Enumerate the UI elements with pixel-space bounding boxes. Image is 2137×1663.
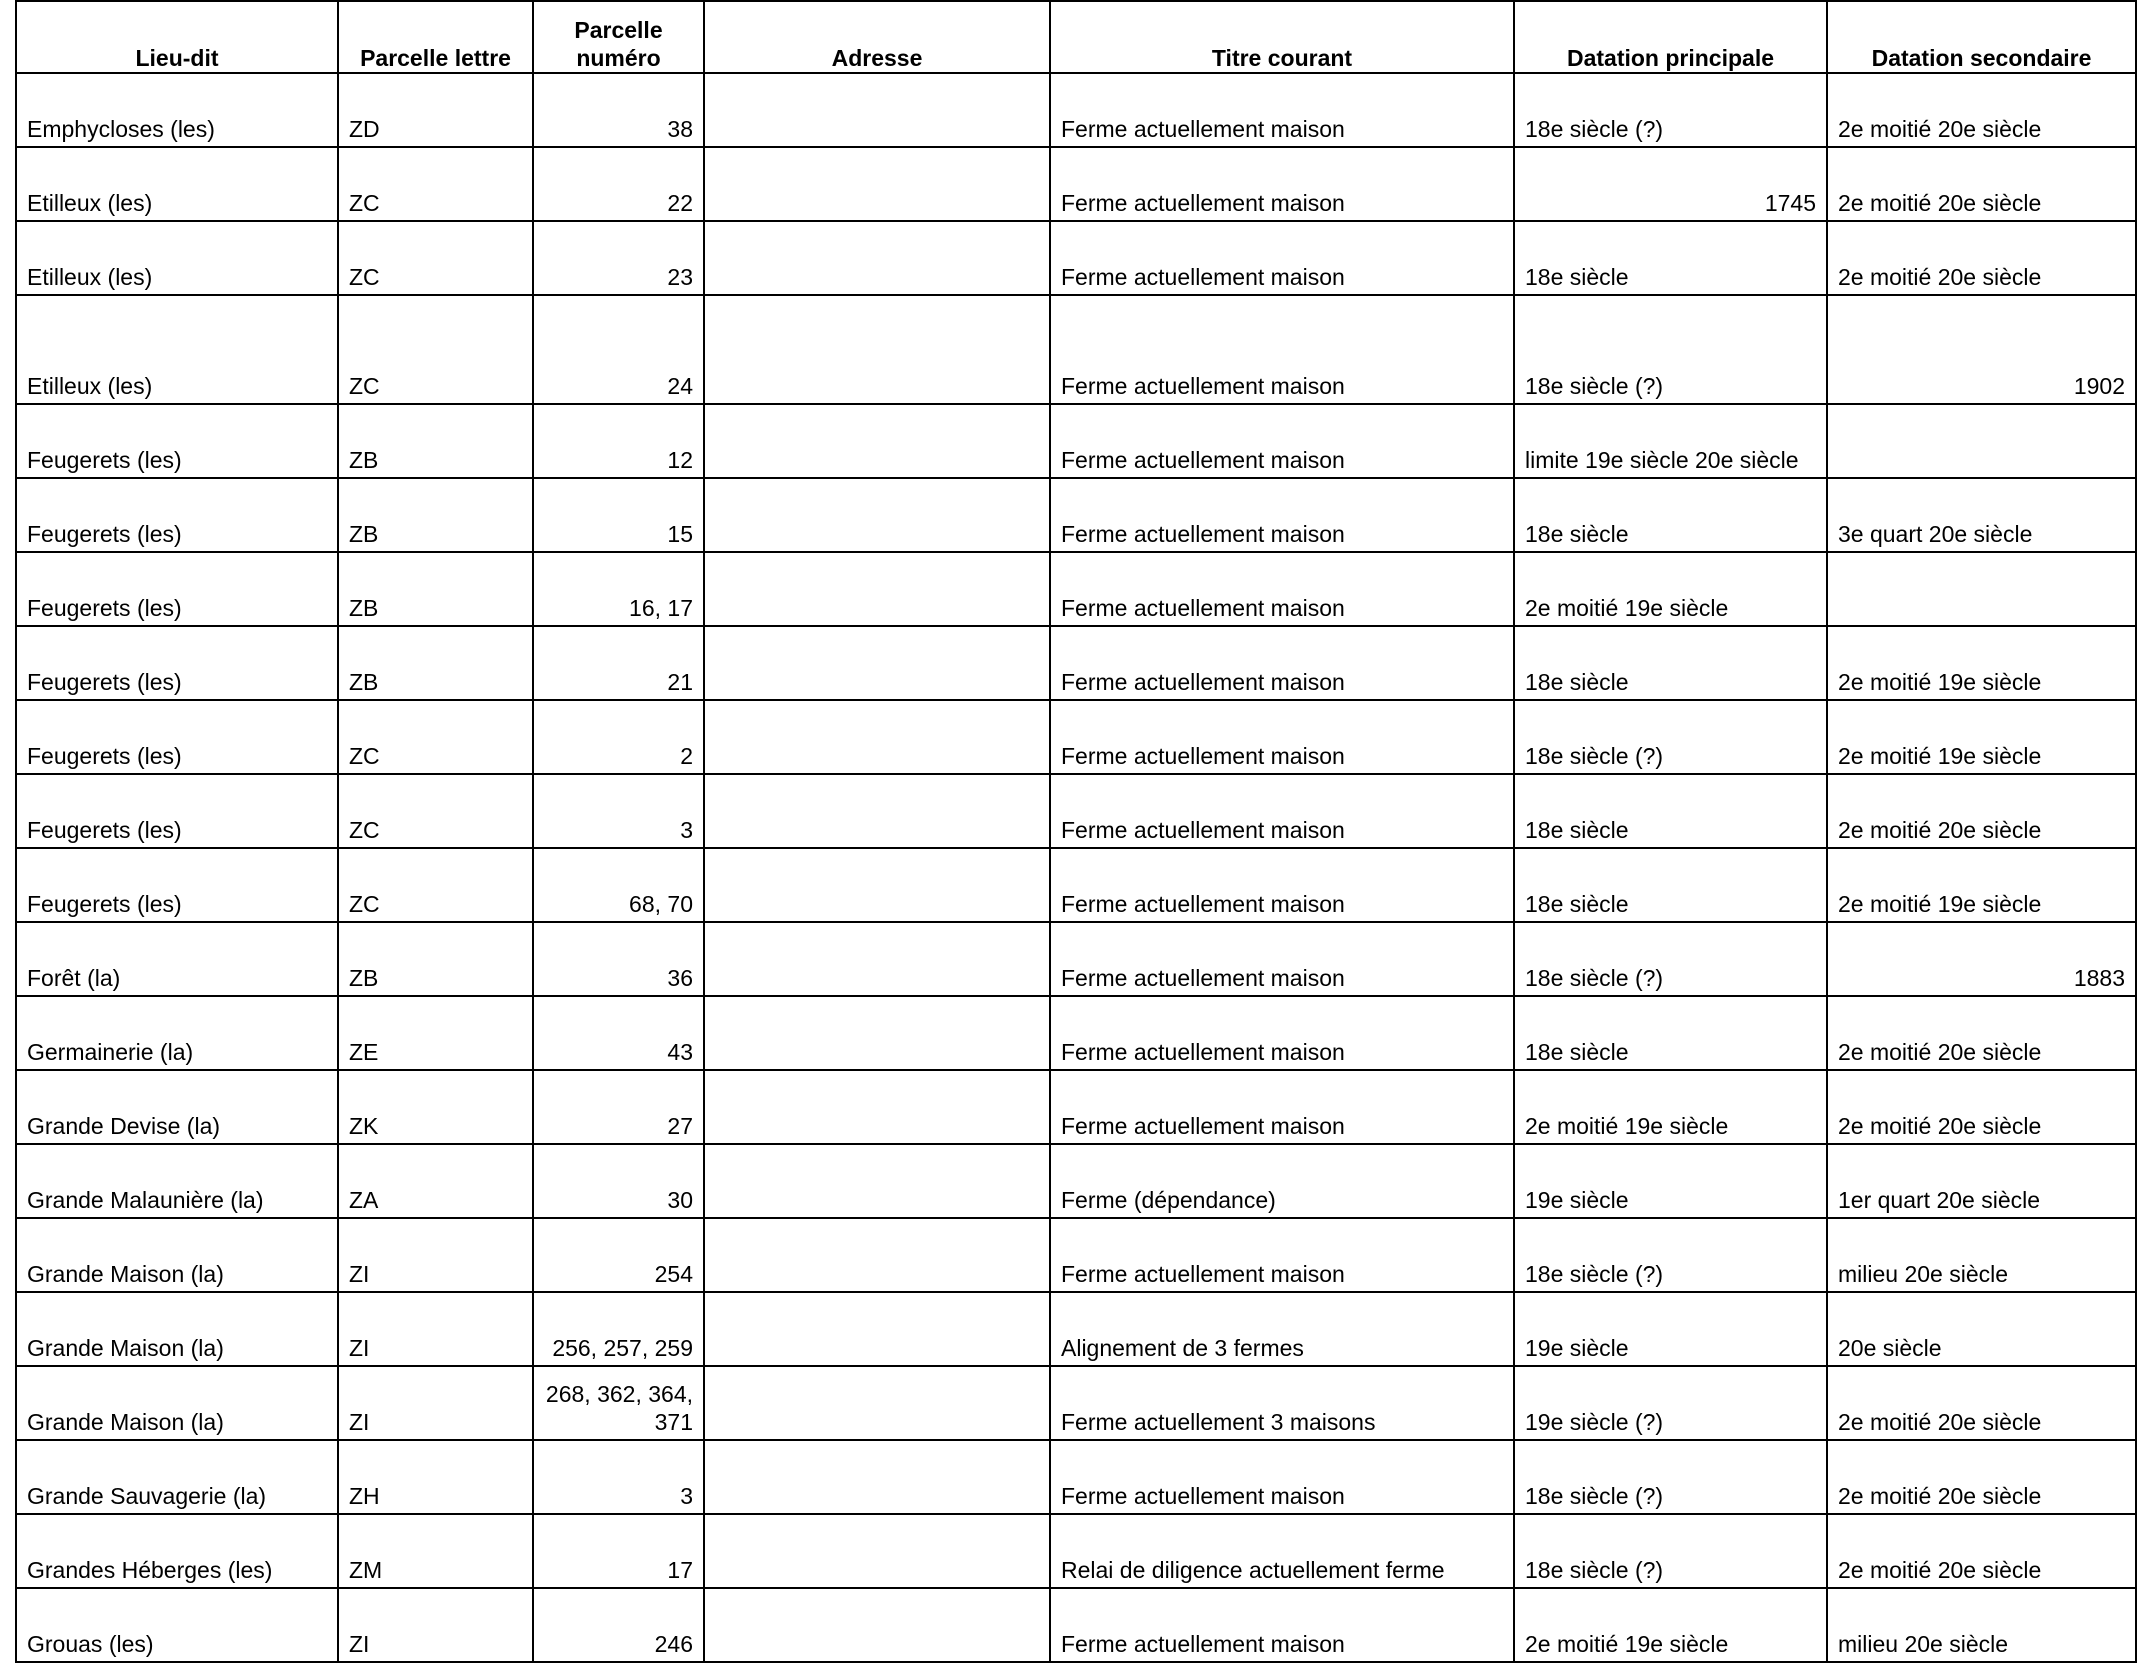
cell-titre-courant: Ferme actuellement maison xyxy=(1050,996,1514,1070)
cell-lieu-dit: Grande Sauvagerie (la) xyxy=(16,1440,338,1514)
cell-titre-courant: Ferme (dépendance) xyxy=(1050,1144,1514,1218)
cell-adresse xyxy=(704,1514,1050,1588)
cell-datation-secondaire: 2e moitié 20e siècle xyxy=(1827,774,2136,848)
cell-adresse xyxy=(704,774,1050,848)
cell-lieu-dit: Grande Devise (la) xyxy=(16,1070,338,1144)
cell-datation-principale: 18e siècle xyxy=(1514,478,1827,552)
cell-parcelle-numero: 2 xyxy=(533,700,704,774)
cell-titre-courant: Ferme actuellement maison xyxy=(1050,478,1514,552)
cell-adresse xyxy=(704,626,1050,700)
cell-lieu-dit: Etilleux (les) xyxy=(16,295,338,404)
cell-titre-courant: Ferme actuellement maison xyxy=(1050,1218,1514,1292)
cell-datation-secondaire: 2e moitié 19e siècle xyxy=(1827,626,2136,700)
cell-adresse xyxy=(704,221,1050,295)
cell-adresse xyxy=(704,996,1050,1070)
table-row xyxy=(16,700,2136,774)
cell-parcelle-lettre: ZD xyxy=(338,73,533,147)
cell-parcelle-numero: 43 xyxy=(533,996,704,1070)
cell-lieu-dit: Etilleux (les) xyxy=(16,147,338,221)
cell-titre-courant: Ferme actuellement maison xyxy=(1050,848,1514,922)
cell-parcelle-numero: 12 xyxy=(533,404,704,478)
cell-parcelle-numero: 21 xyxy=(533,626,704,700)
cell-datation-principale: 18e siècle (?) xyxy=(1514,1514,1827,1588)
cell-datation-secondaire: 2e moitié 19e siècle xyxy=(1827,700,2136,774)
table-row xyxy=(16,774,2136,848)
cell-adresse xyxy=(704,147,1050,221)
cell-adresse xyxy=(704,848,1050,922)
cell-adresse xyxy=(704,1070,1050,1144)
cell-titre-courant: Ferme actuellement maison xyxy=(1050,295,1514,404)
cell-parcelle-numero: 16, 17 xyxy=(533,552,704,626)
cell-lieu-dit: Feugerets (les) xyxy=(16,404,338,478)
cell-datation-principale: 18e siècle (?) xyxy=(1514,1440,1827,1514)
cell-adresse xyxy=(704,700,1050,774)
cell-adresse xyxy=(704,1366,1050,1440)
cell-parcelle-lettre: ZA xyxy=(338,1144,533,1218)
cell-datation-secondaire: 2e moitié 20e siècle xyxy=(1827,1440,2136,1514)
cell-datation-principale: 1745 xyxy=(1514,147,1827,221)
cell-parcelle-numero: 246 xyxy=(533,1588,704,1662)
cell-datation-principale: 19e siècle xyxy=(1514,1144,1827,1218)
table-row xyxy=(16,922,2136,996)
cell-adresse xyxy=(704,73,1050,147)
cell-datation-secondaire: 1er quart 20e siècle xyxy=(1827,1144,2136,1218)
cell-titre-courant: Ferme actuellement maison xyxy=(1050,1070,1514,1144)
cell-lieu-dit: Emphycloses (les) xyxy=(16,73,338,147)
cell-parcelle-lettre: ZC xyxy=(338,221,533,295)
cell-datation-principale: 2e moitié 19e siècle xyxy=(1514,1070,1827,1144)
inventory-table xyxy=(15,0,2137,1663)
header-datation-principale: Datation principale xyxy=(1514,1,1827,73)
cell-datation-principale: 2e moitié 19e siècle xyxy=(1514,1588,1827,1662)
cell-parcelle-lettre: ZI xyxy=(338,1218,533,1292)
cell-parcelle-lettre: ZB xyxy=(338,478,533,552)
header-titre-courant: Titre courant xyxy=(1050,1,1514,73)
cell-lieu-dit: Feugerets (les) xyxy=(16,626,338,700)
table-row xyxy=(16,1218,2136,1292)
cell-titre-courant: Relai de diligence actuellement ferme xyxy=(1050,1514,1514,1588)
cell-parcelle-numero: 22 xyxy=(533,147,704,221)
table-row xyxy=(16,73,2136,147)
cell-parcelle-lettre: ZB xyxy=(338,626,533,700)
table-row xyxy=(16,478,2136,552)
cell-datation-secondaire: 2e moitié 20e siècle xyxy=(1827,147,2136,221)
cell-titre-courant: Ferme actuellement maison xyxy=(1050,1440,1514,1514)
cell-datation-principale: 18e siècle (?) xyxy=(1514,73,1827,147)
cell-lieu-dit: Feugerets (les) xyxy=(16,478,338,552)
cell-datation-secondaire: milieu 20e siècle xyxy=(1827,1588,2136,1662)
cell-adresse xyxy=(704,478,1050,552)
cell-datation-principale: 19e siècle (?) xyxy=(1514,1366,1827,1440)
cell-parcelle-lettre: ZB xyxy=(338,404,533,478)
cell-datation-secondaire: milieu 20e siècle xyxy=(1827,1218,2136,1292)
cell-parcelle-lettre: ZI xyxy=(338,1292,533,1366)
cell-lieu-dit: Grande Maison (la) xyxy=(16,1218,338,1292)
cell-datation-principale: 18e siècle (?) xyxy=(1514,700,1827,774)
cell-titre-courant: Ferme actuellement maison xyxy=(1050,922,1514,996)
cell-parcelle-numero: 254 xyxy=(533,1218,704,1292)
cell-datation-secondaire: 1902 xyxy=(1827,295,2136,404)
cell-datation-principale: limite 19e siècle 20e siècle xyxy=(1514,404,1827,478)
cell-titre-courant: Ferme actuellement maison xyxy=(1050,552,1514,626)
cell-lieu-dit: Grouas (les) xyxy=(16,1588,338,1662)
cell-datation-secondaire: 2e moitié 20e siècle xyxy=(1827,996,2136,1070)
cell-lieu-dit: Feugerets (les) xyxy=(16,700,338,774)
cell-titre-courant: Ferme actuellement maison xyxy=(1050,774,1514,848)
cell-datation-secondaire: 2e moitié 20e siècle xyxy=(1827,1514,2136,1588)
cell-titre-courant: Ferme actuellement maison xyxy=(1050,73,1514,147)
cell-datation-secondaire: 2e moitié 20e siècle xyxy=(1827,73,2136,147)
cell-titre-courant: Ferme actuellement maison xyxy=(1050,1588,1514,1662)
cell-lieu-dit: Grande Maison (la) xyxy=(16,1366,338,1440)
cell-adresse xyxy=(704,922,1050,996)
table-row xyxy=(16,1070,2136,1144)
cell-datation-secondaire: 3e quart 20e siècle xyxy=(1827,478,2136,552)
cell-lieu-dit: Feugerets (les) xyxy=(16,774,338,848)
cell-parcelle-lettre: ZC xyxy=(338,700,533,774)
table-row xyxy=(16,1440,2136,1514)
cell-parcelle-numero: 3 xyxy=(533,1440,704,1514)
cell-lieu-dit: Germainerie (la) xyxy=(16,996,338,1070)
cell-titre-courant: Ferme actuellement maison xyxy=(1050,626,1514,700)
cell-titre-courant: Alignement de 3 fermes xyxy=(1050,1292,1514,1366)
cell-parcelle-lettre: ZE xyxy=(338,996,533,1070)
cell-adresse xyxy=(704,295,1050,404)
cell-parcelle-lettre: ZI xyxy=(338,1366,533,1440)
cell-datation-secondaire: 2e moitié 20e siècle xyxy=(1827,1366,2136,1440)
cell-lieu-dit: Etilleux (les) xyxy=(16,221,338,295)
cell-adresse xyxy=(704,1440,1050,1514)
header-parcelle-numero: Parcelle numéro xyxy=(533,1,704,73)
table-row xyxy=(16,552,2136,626)
table-row xyxy=(16,1588,2136,1662)
table-row xyxy=(16,848,2136,922)
cell-parcelle-numero: 30 xyxy=(533,1144,704,1218)
header-row xyxy=(16,1,2136,73)
cell-datation-principale: 18e siècle (?) xyxy=(1514,922,1827,996)
cell-titre-courant: Ferme actuellement maison xyxy=(1050,700,1514,774)
cell-lieu-dit: Grande Malaunière (la) xyxy=(16,1144,338,1218)
cell-lieu-dit: Feugerets (les) xyxy=(16,552,338,626)
header-parcelle-lettre: Parcelle lettre xyxy=(338,1,533,73)
cell-lieu-dit: Feugerets (les) xyxy=(16,848,338,922)
cell-parcelle-numero: 15 xyxy=(533,478,704,552)
cell-parcelle-lettre: ZC xyxy=(338,147,533,221)
table-row xyxy=(16,295,2136,404)
cell-parcelle-numero: 23 xyxy=(533,221,704,295)
cell-datation-principale: 18e siècle xyxy=(1514,626,1827,700)
cell-datation-secondaire xyxy=(1827,552,2136,626)
cell-parcelle-lettre: ZK xyxy=(338,1070,533,1144)
cell-parcelle-lettre: ZH xyxy=(338,1440,533,1514)
cell-datation-principale: 2e moitié 19e siècle xyxy=(1514,552,1827,626)
cell-adresse xyxy=(704,1144,1050,1218)
table-row xyxy=(16,221,2136,295)
cell-parcelle-lettre: ZC xyxy=(338,295,533,404)
cell-datation-secondaire xyxy=(1827,404,2136,478)
cell-datation-secondaire: 20e siècle xyxy=(1827,1292,2136,1366)
cell-lieu-dit: Forêt (la) xyxy=(16,922,338,996)
table-row xyxy=(16,1366,2136,1440)
table-body xyxy=(16,73,2136,1662)
cell-parcelle-lettre: ZB xyxy=(338,922,533,996)
table-row xyxy=(16,1514,2136,1588)
cell-datation-principale: 19e siècle xyxy=(1514,1292,1827,1366)
cell-parcelle-lettre: ZC xyxy=(338,848,533,922)
cell-titre-courant: Ferme actuellement maison xyxy=(1050,221,1514,295)
cell-datation-principale: 18e siècle (?) xyxy=(1514,1218,1827,1292)
cell-titre-courant: Ferme actuellement maison xyxy=(1050,147,1514,221)
cell-parcelle-numero: 27 xyxy=(533,1070,704,1144)
cell-datation-principale: 18e siècle xyxy=(1514,221,1827,295)
cell-parcelle-numero: 256, 257, 259 xyxy=(533,1292,704,1366)
cell-parcelle-numero: 36 xyxy=(533,922,704,996)
cell-parcelle-lettre: ZB xyxy=(338,552,533,626)
cell-parcelle-numero: 3 xyxy=(533,774,704,848)
cell-adresse xyxy=(704,404,1050,478)
cell-datation-principale: 18e siècle xyxy=(1514,848,1827,922)
cell-adresse xyxy=(704,1218,1050,1292)
cell-parcelle-lettre: ZI xyxy=(338,1588,533,1662)
cell-titre-courant: Ferme actuellement 3 maisons xyxy=(1050,1366,1514,1440)
table-row xyxy=(16,147,2136,221)
header-datation-secondaire: Datation secondaire xyxy=(1827,1,2136,73)
cell-datation-secondaire: 2e moitié 19e siècle xyxy=(1827,848,2136,922)
cell-datation-principale: 18e siècle xyxy=(1514,996,1827,1070)
cell-datation-secondaire: 2e moitié 20e siècle xyxy=(1827,221,2136,295)
cell-adresse xyxy=(704,552,1050,626)
cell-parcelle-numero: 268, 362, 364, 371 xyxy=(533,1366,704,1440)
cell-datation-principale: 18e siècle xyxy=(1514,774,1827,848)
header-adresse: Adresse xyxy=(704,1,1050,73)
table-row xyxy=(16,1144,2136,1218)
cell-parcelle-numero: 68, 70 xyxy=(533,848,704,922)
cell-adresse xyxy=(704,1588,1050,1662)
cell-adresse xyxy=(704,1292,1050,1366)
cell-parcelle-numero: 38 xyxy=(533,73,704,147)
cell-parcelle-lettre: ZC xyxy=(338,774,533,848)
cell-parcelle-numero: 24 xyxy=(533,295,704,404)
cell-datation-secondaire: 2e moitié 20e siècle xyxy=(1827,1070,2136,1144)
cell-parcelle-lettre: ZM xyxy=(338,1514,533,1588)
cell-datation-secondaire: 1883 xyxy=(1827,922,2136,996)
table-row xyxy=(16,1292,2136,1366)
table-row xyxy=(16,996,2136,1070)
header-lieu-dit: Lieu-dit xyxy=(16,1,338,73)
cell-titre-courant: Ferme actuellement maison xyxy=(1050,404,1514,478)
cell-lieu-dit: Grandes Héberges (les) xyxy=(16,1514,338,1588)
cell-datation-principale: 18e siècle (?) xyxy=(1514,295,1827,404)
cell-lieu-dit: Grande Maison (la) xyxy=(16,1292,338,1366)
cell-parcelle-numero: 17 xyxy=(533,1514,704,1588)
table-row xyxy=(16,626,2136,700)
table-row xyxy=(16,404,2136,478)
